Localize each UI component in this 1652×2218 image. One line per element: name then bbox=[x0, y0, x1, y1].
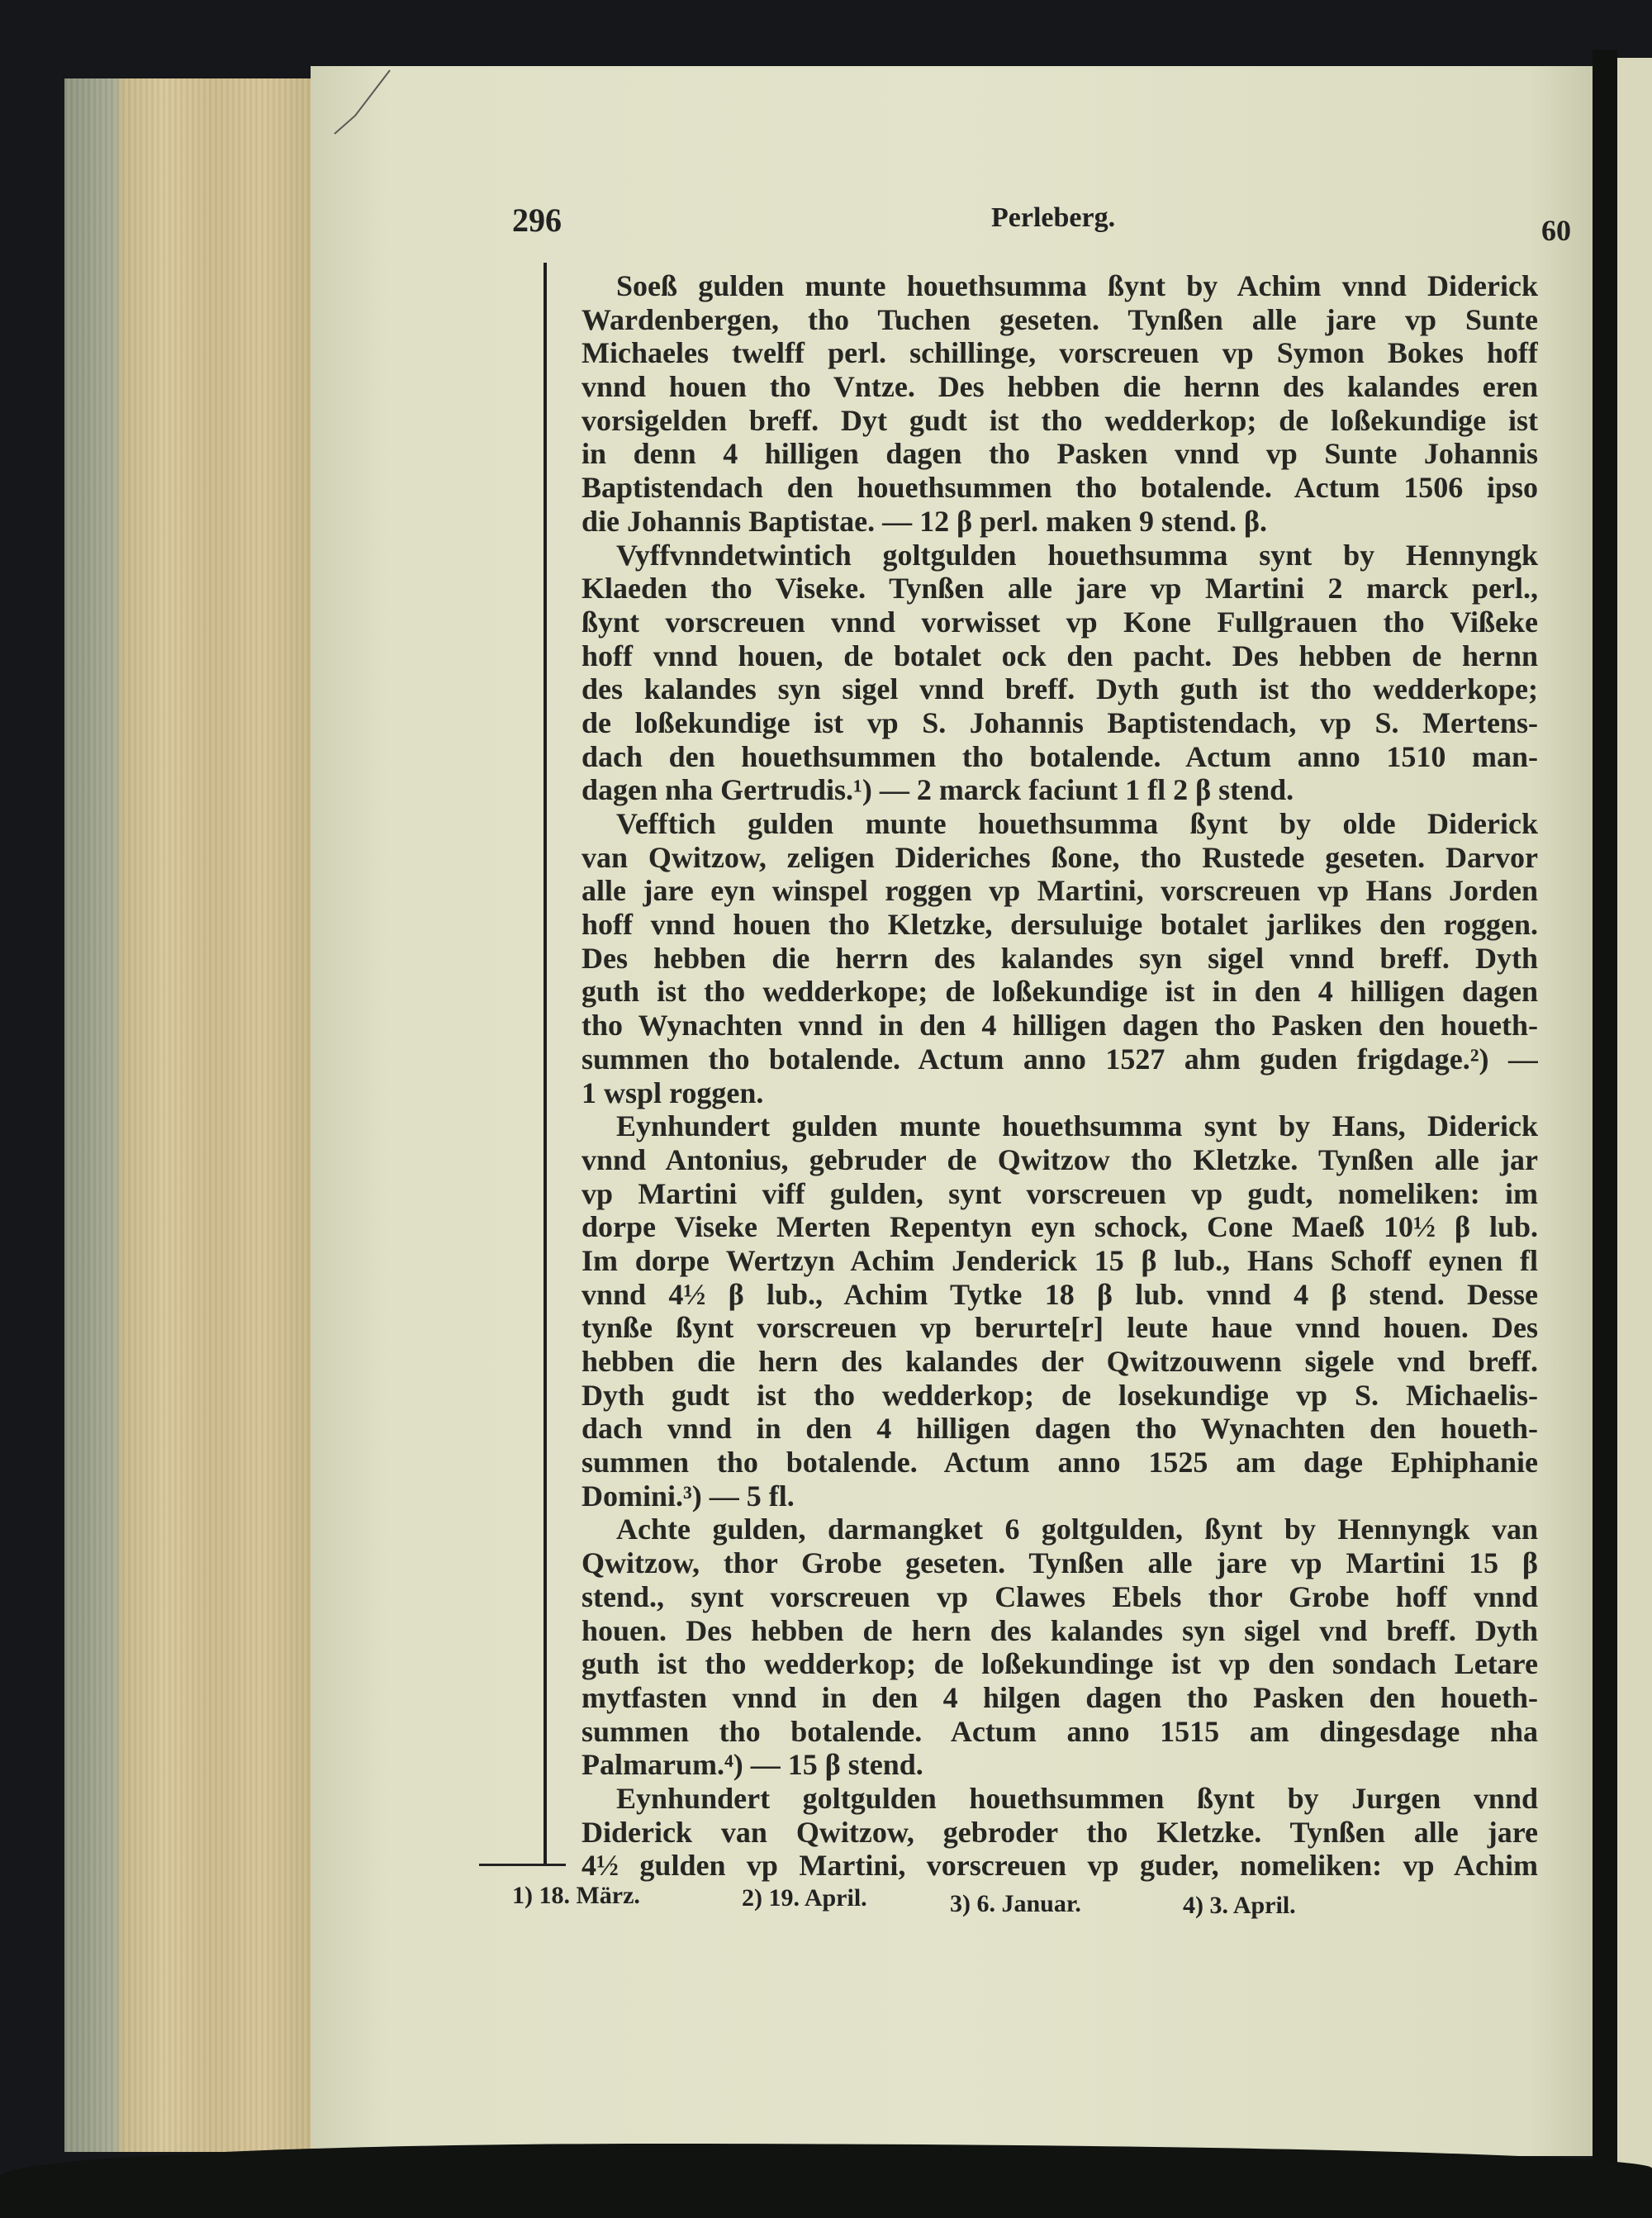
pencil-mark bbox=[330, 66, 396, 140]
book-page-edges bbox=[64, 78, 312, 2152]
bottom-shadow bbox=[0, 2144, 1652, 2218]
text-line: Des hebben die herrn des kalandes syn sigel vnnd breff. Dyth bbox=[582, 941, 1538, 975]
text-line: Soeß gulden munte houethsumma ßynt by Achim vnnd Diderick bbox=[616, 269, 1538, 302]
page-edge-texture bbox=[64, 78, 312, 2152]
margin-rule bbox=[544, 263, 547, 1864]
text-line: de loßekundige ist vp S. Johannis Baptistendach, vp S. Mertens- bbox=[582, 705, 1538, 739]
text-line: vnnd houen tho Vntze. Des hebben die hernn des kalandes eren bbox=[582, 370, 1538, 404]
text-line: ßynt vorscreuen vnnd vorwisset vp Kone Fullgrauen tho Vißeke bbox=[582, 605, 1538, 639]
text-line: tho Wynachten vnnd in den 4 hilligen dagen tho Pasken den houeth- bbox=[582, 1009, 1538, 1043]
text-line: Wardenbergen, tho Tuchen geseten. Tynßen alle jare vp Sunte bbox=[582, 302, 1538, 336]
text-line: dorpe Viseke Merten Repentyn eyn schock, Cone Maeß 10½ β lub. bbox=[582, 1210, 1538, 1244]
book-gutter bbox=[1593, 50, 1617, 2214]
text-line: Diderick van Qwitzow, gebroder tho Kletzke. Tynßen alle jare bbox=[582, 1815, 1538, 1849]
footnotes bbox=[512, 1882, 1421, 1919]
text-line: summen tho botalende. Actum anno 1525 am dage Ephiphanie bbox=[582, 1446, 1538, 1479]
text-line: in denn 4 hilligen dagen tho Pasken vnnd vp Sunte Johannis bbox=[582, 437, 1538, 471]
footnote-rule bbox=[479, 1864, 566, 1866]
text-line: guth ist tho wedderkope; de loßekundige ist in den 4 hilligen dagen bbox=[582, 975, 1538, 1009]
text-line: Qwitzow, thor Grobe geseten. Tynßen alle jare vp Martini 15 β bbox=[582, 1546, 1538, 1580]
text-line: dach den houethsummen tho botalende. Actum anno 1510 man- bbox=[582, 739, 1538, 773]
text-line: houen. Des hebben de hern des kalandes syn sigel vnd breff. Dyth bbox=[582, 1613, 1538, 1647]
text-line: hoff vnnd houen tho Kletzke, dersuluige botalet jarlikes den roggen. bbox=[582, 908, 1538, 942]
text-line: Eynhundert gulden munte houethsumma synt by Hans, Diderick bbox=[616, 1109, 1538, 1143]
text-line: summen tho botalende. Actum anno 1515 am dingesdage nha bbox=[582, 1714, 1538, 1748]
text-line: dagen nha Gertrudis.¹) — 2 marck faciunt 1 fl 2 β stend. bbox=[582, 773, 1294, 807]
text-line: Achte gulden, darmangket 6 goltgulden, ßynt by Hennyngk van bbox=[616, 1513, 1538, 1546]
text-line: hoff vnnd houen, de botalet ock den pacht. Des hebben de hernn bbox=[582, 639, 1538, 672]
footnote-3: 3) 6. Januar. bbox=[950, 1890, 1081, 1917]
running-head: Perleberg. bbox=[991, 202, 1116, 233]
text-line: vorsigelden breff. Dyt gudt ist tho wedderkop; de loßekundige ist bbox=[582, 403, 1538, 437]
footnote-2: 2) 19. April. bbox=[742, 1884, 867, 1912]
text-line: Baptistendach den houethsummen tho botalende. Actum 1506 ipso bbox=[582, 471, 1538, 505]
footnote-1: 1) 18. März. bbox=[512, 1882, 640, 1909]
footnote-4: 4) 3. April. bbox=[1183, 1892, 1296, 1919]
text-line: summen tho botalende. Actum anno 1527 ahm guden frigdage.²) — bbox=[582, 1042, 1538, 1076]
text-line: 4½ gulden vp Martini, vorscreuen vp guder, nomeliken: vp Achim bbox=[582, 1849, 1538, 1883]
text-line: alle jare eyn winspel roggen vp Martini, vorscreuen vp Hans Jorden bbox=[582, 874, 1538, 908]
text-line: die Johannis Baptistae. — 12 β perl. maken 9 stend. β. bbox=[582, 504, 1268, 538]
text-line: Michaeles twelff perl. schillinge, vorscreuen vp Symon Bokes hoff bbox=[582, 336, 1538, 370]
text-line: des kalandes syn sigel vnnd breff. Dyth guth ist tho wedderkope; bbox=[582, 672, 1538, 706]
sheet-number: 60 bbox=[1541, 214, 1571, 247]
body-text bbox=[582, 269, 1538, 1883]
text-line: Vyffvnndetwintich goltgulden houethsumma synt by Hennyngk bbox=[616, 538, 1538, 572]
text-line: stend., synt vorscreuen vp Clawes Ebels thor Grobe hoff vnnd bbox=[582, 1579, 1538, 1613]
text-line: Dyth gudt ist tho wedderkop; de losekundige vp S. Michaelis- bbox=[582, 1378, 1538, 1412]
text-line: vnnd Antonius, gebruder de Qwitzow tho Kletzke. Tynßen alle jar bbox=[582, 1142, 1538, 1176]
text-line: Eynhundert goltgulden houethsummen ßynt by Jurgen vnnd bbox=[616, 1781, 1538, 1815]
text-line: hebben die hern des kalandes der Qwitzouwenn sigele vnd breff. bbox=[582, 1345, 1538, 1378]
text-line: mytfasten vnnd in den 4 hilgen dagen tho Pasken den houeth- bbox=[582, 1680, 1538, 1714]
text-line: guth ist tho wedderkop; de loßekundinge ist vp den sondach Letare bbox=[582, 1647, 1538, 1681]
text-line: Domini.³) — 5 fl. bbox=[582, 1479, 795, 1513]
text-line: vp Martini viff gulden, synt vorscreuen vp gudt, nomeliken: im bbox=[582, 1176, 1538, 1210]
facing-page-sliver bbox=[1617, 58, 1652, 2206]
text-line: tynße ßynt vorscreuen vp berurte[r] leute haue vnnd houen. Des bbox=[582, 1311, 1538, 1345]
text-line: van Qwitzow, zeligen Dideriches ßone, tho Rustede geseten. Darvor bbox=[582, 840, 1538, 874]
text-line: Palmarum.⁴) — 15 β stend. bbox=[582, 1748, 923, 1782]
text-line: Klaeden tho Viseke. Tynßen alle jare vp Martini 2 marck perl., bbox=[582, 572, 1538, 606]
text-line: 1 wspl roggen. bbox=[582, 1076, 764, 1109]
text-line: vnnd 4½ β lub., Achim Tytke 18 β lub. vnnd 4 β stend. Desse bbox=[582, 1277, 1538, 1311]
text-line: dach vnnd in den 4 hilligen dagen tho Wynachten den houeth- bbox=[582, 1412, 1538, 1446]
page-number: 296 bbox=[512, 202, 562, 239]
text-line: Vefftich gulden munte houethsumma ßynt by olde Diderick bbox=[616, 807, 1538, 840]
text-line: Im dorpe Wertzyn Achim Jenderick 15 β lub., Hans Schoff eynen fl bbox=[582, 1243, 1538, 1277]
